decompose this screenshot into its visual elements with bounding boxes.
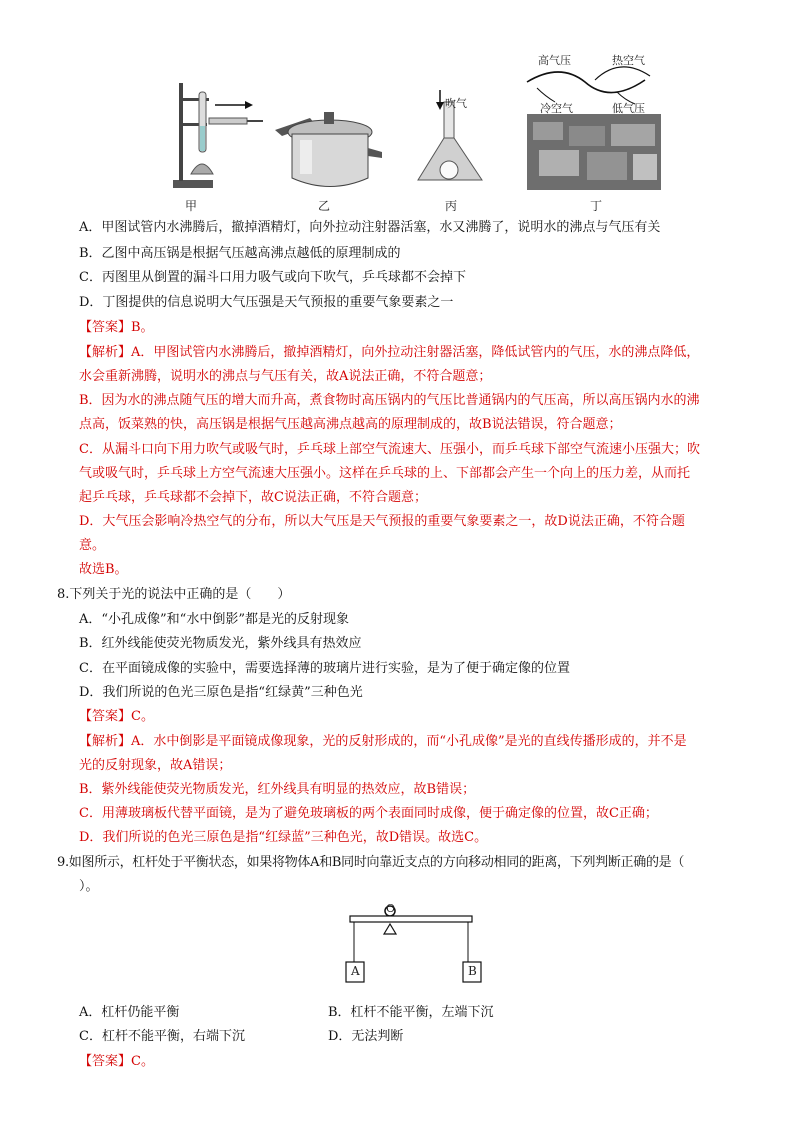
q8-analysis-line-3: B．紫外线能使荧光物质发光，红外线具有明显的热效应，故B错误；	[79, 782, 476, 797]
q8-option-d: D．我们所说的色光三原色是指“红绿黄”三种色光	[79, 685, 363, 700]
q7-analysis-line-3: B．因为水的沸点随气压的增大而升高，煮食物时高压锅内的气压比普通锅内的气压高，所以高压锅内水的沸	[79, 393, 700, 408]
q7-option-c: C．丙图里从倒置的漏斗口用力吸气或向下吹气，乒乓球都不会掉下	[79, 270, 466, 285]
q7-analysis-line-7: 起乒乓球，乒乓球都不会掉下，故C说法正确，不符合题意；	[79, 490, 427, 505]
q8-option-a: A．“小孔成像”和“水中倒影”都是光的反射现象	[79, 612, 349, 627]
q8-answer: 【答案】C。	[79, 709, 154, 724]
q7-analysis-line-1: 【解析】A．甲图试管内水沸腾后，撤掉酒精灯，向外拉动注射器活塞，降低试管内的气压，水的沸点降低，	[79, 345, 700, 360]
caption-jia: 甲	[185, 199, 198, 213]
caption-yi: 乙	[318, 199, 331, 213]
label-cold-air: 冷空气	[540, 102, 573, 115]
q7-analysis-line-9: 意。	[79, 538, 106, 553]
lever-label-b: B	[468, 964, 477, 978]
q7-option-d: D．丁图提供的信息说明大气压强是天气预报的重要气象要素之一	[79, 295, 454, 310]
lever-figure	[340, 900, 500, 995]
q9-option-b: B．杠杆不能平衡，左端下沉	[328, 1005, 494, 1020]
figure-yi	[270, 100, 385, 195]
q7-conclusion: 故选B。	[79, 562, 128, 577]
label-high-pressure: 高气压	[538, 54, 571, 67]
q9-stem-line-1: 9.如图所示，杠杆处于平衡状态，如果将物体A和B同时向靠近支点的方向移动相同的距离，下列判断正确的是（	[57, 855, 685, 870]
q8-analysis-line-4: C．用薄玻璃板代替平面镜，是为了避免玻璃板的两个表面同时成像，便于确定像的位置，故C正确；	[79, 806, 658, 821]
q9-option-d: D．无法判断	[328, 1029, 404, 1044]
q8-analysis-line-2: 光的反射现象，故A错误；	[79, 758, 232, 773]
caption-bing: 丙	[445, 199, 458, 213]
q7-analysis-line-5: C．从漏斗口向下用力吹气或吸气时，乒乓球上部空气流速大、压强小，而乒乓球下部空气流速小压强大；吹	[79, 442, 700, 457]
figure-bing-blow-label: 吹气	[445, 97, 467, 110]
q7-option-a: A．甲图试管内水沸腾后，撤掉酒精灯，向外拉动注射器活塞，水又沸腾了，说明水的沸点与气压有关	[79, 220, 661, 235]
q8-option-b: B．红外线能使荧光物质发光，紫外线具有热效应	[79, 636, 362, 651]
q9-option-a: A．杠杆仍能平衡	[79, 1005, 180, 1020]
q7-analysis-line-2: 水会重新沸腾，说明水的沸点与气压有关，故A说法正确，不符合题意；	[79, 369, 492, 384]
figure-jia	[165, 78, 270, 193]
q9-option-c: C．杠杆不能平衡，右端下沉	[79, 1029, 245, 1044]
q8-stem: 8.下列关于光的说法中正确的是（ ）	[57, 587, 291, 602]
label-hot-air: 热空气	[612, 54, 645, 67]
lever-label-a: A	[351, 964, 360, 978]
q7-analysis-line-6: 气或吸气时，乒乓球上方空气流速大压强小。这样在乒乓球的上、下部都会产生一个向上的压力差，从而托	[79, 466, 691, 481]
q8-analysis-line-1: 【解析】A．水中倒影是平面镜成像现象，光的反射形成的，而“小孔成像”是光的直线传播形成的，并不是	[79, 734, 687, 749]
lever-pivot-label: O	[386, 902, 396, 915]
q7-analysis-line-4: 点高，饭菜熟的快，高压锅是根据气压越高沸点越高的原理制成的，故B说法错误，符合题意；	[79, 417, 622, 432]
q9-stem-line-2: ）。	[79, 879, 99, 894]
label-low-pressure: 低气压	[612, 102, 645, 115]
q9-answer: 【答案】C。	[79, 1054, 154, 1069]
q7-analysis-line-8: D．大气压会影响冷热空气的分布，所以大气压是天气预报的重要气象要素之一，故D说法正确，不符合题	[79, 514, 685, 529]
caption-ding: 丁	[590, 199, 603, 213]
q8-option-c: C．在平面镜成像的实验中，需要选择薄的玻璃片进行实验，是为了便于确定像的位置	[79, 661, 570, 676]
q7-answer: 【答案】B。	[79, 320, 154, 335]
figure-ding	[525, 52, 665, 192]
q8-analysis-line-5: D．我们所说的色光三原色是指“红绿蓝”三种色光，故D错误。故选C。	[79, 830, 488, 845]
q7-option-b: B．乙图中高压锅是根据气压越高沸点越低的原理制成的	[79, 246, 401, 261]
